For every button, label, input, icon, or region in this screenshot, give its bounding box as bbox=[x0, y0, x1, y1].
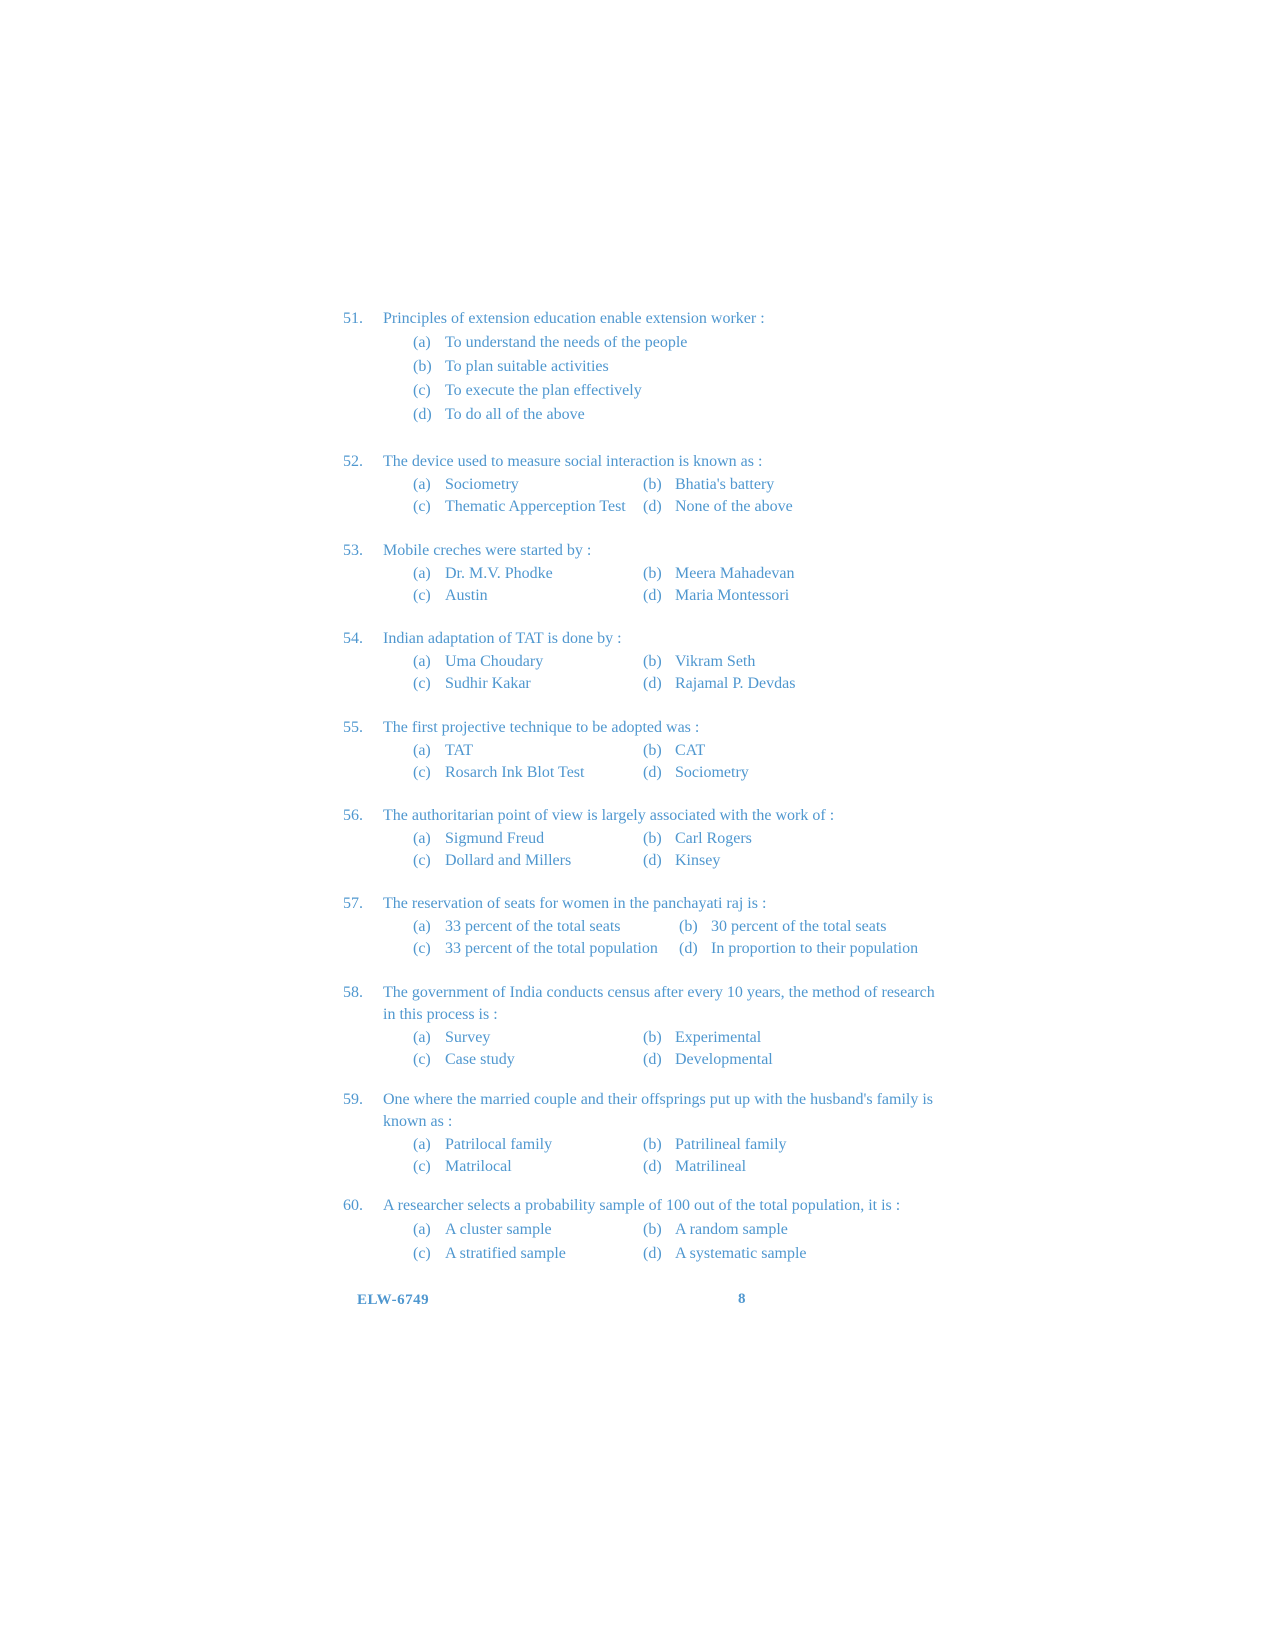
option-list bbox=[413, 1218, 943, 1266]
option-list bbox=[413, 1027, 943, 1071]
option-list bbox=[413, 651, 943, 695]
question-52 bbox=[343, 451, 943, 518]
option-letter: (d) bbox=[643, 498, 662, 515]
option-letter: (d) bbox=[679, 940, 698, 957]
option-text: 30 percent of the total seats bbox=[711, 918, 887, 935]
question-stem bbox=[343, 893, 943, 915]
question-number: 56. bbox=[343, 807, 363, 824]
option-c bbox=[413, 850, 643, 872]
option-d bbox=[643, 1049, 903, 1071]
option-letter: (b) bbox=[643, 1029, 662, 1046]
question-number: 57. bbox=[343, 895, 363, 912]
question-text: Mobile creches were started by : bbox=[383, 542, 592, 559]
option-list bbox=[413, 563, 943, 607]
option-list bbox=[413, 331, 943, 427]
option-letter: (a) bbox=[413, 742, 431, 759]
option-text: Sociometry bbox=[675, 764, 749, 781]
option-letter: (b) bbox=[643, 1136, 662, 1153]
question-number: 52. bbox=[343, 453, 363, 470]
question-51 bbox=[343, 308, 943, 427]
option-text: Meera Mahadevan bbox=[675, 565, 795, 582]
option-text: Bhatia's battery bbox=[675, 476, 775, 493]
option-a bbox=[413, 740, 643, 762]
option-letter: (c) bbox=[413, 852, 431, 869]
question-text: One where the married couple and their offsprings put up with the husband's family is known as : bbox=[383, 1091, 934, 1130]
option-a bbox=[413, 916, 679, 938]
question-stem bbox=[343, 982, 943, 1026]
question-number: 53. bbox=[343, 542, 363, 559]
question-58 bbox=[343, 982, 943, 1071]
question-stem bbox=[343, 451, 943, 473]
option-text: A cluster sample bbox=[445, 1221, 552, 1238]
option-text: Patrilocal family bbox=[445, 1136, 553, 1153]
option-a bbox=[413, 828, 643, 850]
option-text: Survey bbox=[445, 1029, 491, 1046]
option-c bbox=[413, 585, 643, 607]
option-text: CAT bbox=[675, 742, 706, 759]
option-a bbox=[413, 331, 943, 355]
question-55 bbox=[343, 717, 943, 784]
option-letter: (a) bbox=[413, 476, 431, 493]
option-letter: (d) bbox=[643, 1245, 662, 1262]
option-letter: (d) bbox=[413, 406, 432, 423]
option-text: A stratified sample bbox=[445, 1245, 566, 1262]
option-b bbox=[643, 1218, 903, 1242]
option-list bbox=[413, 828, 943, 872]
option-c bbox=[413, 1156, 643, 1178]
page-number: 8 bbox=[738, 1291, 746, 1307]
question-number: 51. bbox=[343, 310, 363, 327]
question-number: 59. bbox=[343, 1091, 363, 1108]
option-letter: (d) bbox=[643, 1051, 662, 1068]
option-letter: (c) bbox=[413, 940, 431, 957]
option-letter: (c) bbox=[413, 1245, 431, 1262]
option-text: Sociometry bbox=[445, 476, 519, 493]
option-text: Thematic Apperception Test bbox=[445, 498, 626, 515]
option-c bbox=[413, 379, 943, 403]
option-d bbox=[643, 585, 903, 607]
option-d bbox=[643, 850, 903, 872]
option-c bbox=[413, 673, 643, 695]
option-letter: (b) bbox=[643, 742, 662, 759]
option-text: 33 percent of the total population bbox=[445, 940, 658, 957]
option-letter: (a) bbox=[413, 334, 431, 351]
option-letter: (c) bbox=[413, 764, 431, 781]
question-53 bbox=[343, 540, 943, 607]
question-59 bbox=[343, 1089, 943, 1178]
option-c bbox=[413, 938, 679, 960]
option-d bbox=[643, 496, 903, 518]
option-list bbox=[413, 474, 943, 518]
option-text: Carl Rogers bbox=[675, 830, 752, 847]
option-b bbox=[643, 563, 903, 585]
option-text: To plan suitable activities bbox=[445, 358, 609, 375]
question-number: 55. bbox=[343, 719, 363, 736]
option-c bbox=[413, 496, 643, 518]
option-text: Uma Choudary bbox=[445, 653, 544, 670]
option-letter: (d) bbox=[643, 587, 662, 604]
option-letter: (a) bbox=[413, 653, 431, 670]
option-d bbox=[413, 403, 943, 427]
option-letter: (b) bbox=[643, 476, 662, 493]
option-letter: (b) bbox=[643, 830, 662, 847]
option-text: Rosarch Ink Blot Test bbox=[445, 764, 585, 781]
option-text: In proportion to their population bbox=[711, 940, 919, 957]
question-56 bbox=[343, 805, 943, 872]
option-text: None of the above bbox=[675, 498, 793, 515]
option-text: To do all of the above bbox=[445, 406, 585, 423]
booklet-code: ELW-6749 bbox=[357, 1292, 430, 1308]
option-letter: (c) bbox=[413, 382, 431, 399]
option-d bbox=[643, 1156, 903, 1178]
option-text: Rajamal P. Devdas bbox=[675, 675, 796, 692]
option-text: Austin bbox=[445, 587, 488, 604]
option-text: A random sample bbox=[675, 1221, 788, 1238]
option-c bbox=[413, 762, 643, 784]
option-b bbox=[679, 916, 939, 938]
question-text: Indian adaptation of TAT is done by : bbox=[383, 630, 622, 647]
option-text: Sudhir Kakar bbox=[445, 675, 531, 692]
option-letter: (a) bbox=[413, 1029, 431, 1046]
question-stem bbox=[343, 540, 943, 562]
option-letter: (c) bbox=[413, 1158, 431, 1175]
question-number: 60. bbox=[343, 1197, 363, 1214]
option-letter: (c) bbox=[413, 498, 431, 515]
option-text: Kinsey bbox=[675, 852, 721, 869]
option-text: Matrilineal bbox=[675, 1158, 747, 1175]
option-letter: (d) bbox=[643, 764, 662, 781]
option-letter: (c) bbox=[413, 675, 431, 692]
question-text: The reservation of seats for women in the panchayati raj is : bbox=[383, 895, 767, 912]
option-text: Sigmund Freud bbox=[445, 830, 545, 847]
option-a bbox=[413, 474, 643, 496]
option-letter: (d) bbox=[643, 675, 662, 692]
option-c bbox=[413, 1049, 643, 1071]
option-text: Developmental bbox=[675, 1051, 773, 1068]
option-text: Experimental bbox=[675, 1029, 762, 1046]
question-text: A researcher selects a probability sample of 100 out of the total population, it is : bbox=[383, 1197, 901, 1214]
option-d bbox=[643, 673, 903, 695]
option-d bbox=[643, 762, 903, 784]
option-text: TAT bbox=[445, 742, 474, 759]
option-letter: (b) bbox=[679, 918, 698, 935]
question-text: The first projective technique to be adopted was : bbox=[383, 719, 700, 736]
option-text: A systematic sample bbox=[675, 1245, 807, 1262]
option-letter: (a) bbox=[413, 1136, 431, 1153]
option-text: Maria Montessori bbox=[675, 587, 790, 604]
question-stem bbox=[343, 717, 943, 739]
question-stem bbox=[343, 308, 943, 330]
option-letter: (a) bbox=[413, 1221, 431, 1238]
option-letter: (b) bbox=[643, 653, 662, 670]
option-letter: (c) bbox=[413, 587, 431, 604]
question-text: The device used to measure social interaction is known as : bbox=[383, 453, 763, 470]
option-text: 33 percent of the total seats bbox=[445, 918, 621, 935]
question-number: 58. bbox=[343, 984, 363, 1001]
option-letter: (d) bbox=[643, 1158, 662, 1175]
option-a bbox=[413, 1027, 643, 1049]
option-list bbox=[413, 1134, 943, 1178]
option-letter: (a) bbox=[413, 565, 431, 582]
option-letter: (c) bbox=[413, 1051, 431, 1068]
option-letter: (b) bbox=[643, 1221, 662, 1238]
option-text: To execute the plan effectively bbox=[445, 382, 642, 399]
option-letter: (b) bbox=[413, 358, 432, 375]
option-b bbox=[643, 474, 903, 496]
option-d bbox=[643, 1242, 903, 1266]
option-a bbox=[413, 1218, 643, 1242]
option-letter: (d) bbox=[643, 852, 662, 869]
option-b bbox=[643, 651, 903, 673]
question-text: The authoritarian point of view is largely associated with the work of : bbox=[383, 807, 835, 824]
option-b bbox=[643, 1027, 903, 1049]
question-60 bbox=[343, 1195, 943, 1266]
question-stem bbox=[343, 628, 943, 650]
option-text: Patrilineal family bbox=[675, 1136, 787, 1153]
option-list bbox=[413, 916, 943, 960]
option-a bbox=[413, 563, 643, 585]
question-stem bbox=[343, 805, 943, 827]
option-b bbox=[413, 355, 943, 379]
option-text: Case study bbox=[445, 1051, 515, 1068]
option-letter: (a) bbox=[413, 918, 431, 935]
option-a bbox=[413, 1134, 643, 1156]
question-text: The government of India conducts census after every 10 years, the method of research in this process is : bbox=[383, 984, 935, 1023]
option-letter: (b) bbox=[643, 565, 662, 582]
option-d bbox=[679, 938, 939, 960]
option-b bbox=[643, 1134, 903, 1156]
question-stem bbox=[343, 1195, 943, 1217]
option-text: Vikram Seth bbox=[675, 653, 756, 670]
option-list bbox=[413, 740, 943, 784]
option-text: Dollard and Millers bbox=[445, 852, 572, 869]
option-text: Matrilocal bbox=[445, 1158, 512, 1175]
option-b bbox=[643, 740, 903, 762]
option-c bbox=[413, 1242, 643, 1266]
option-letter: (a) bbox=[413, 830, 431, 847]
option-b bbox=[643, 828, 903, 850]
question-54 bbox=[343, 628, 943, 695]
question-text: Principles of extension education enable extension worker : bbox=[383, 310, 765, 327]
option-text: To understand the needs of the people bbox=[445, 334, 688, 351]
option-a bbox=[413, 651, 643, 673]
question-number: 54. bbox=[343, 630, 363, 647]
question-stem bbox=[343, 1089, 943, 1133]
option-text: Dr. M.V. Phodke bbox=[445, 565, 553, 582]
question-57 bbox=[343, 893, 943, 960]
